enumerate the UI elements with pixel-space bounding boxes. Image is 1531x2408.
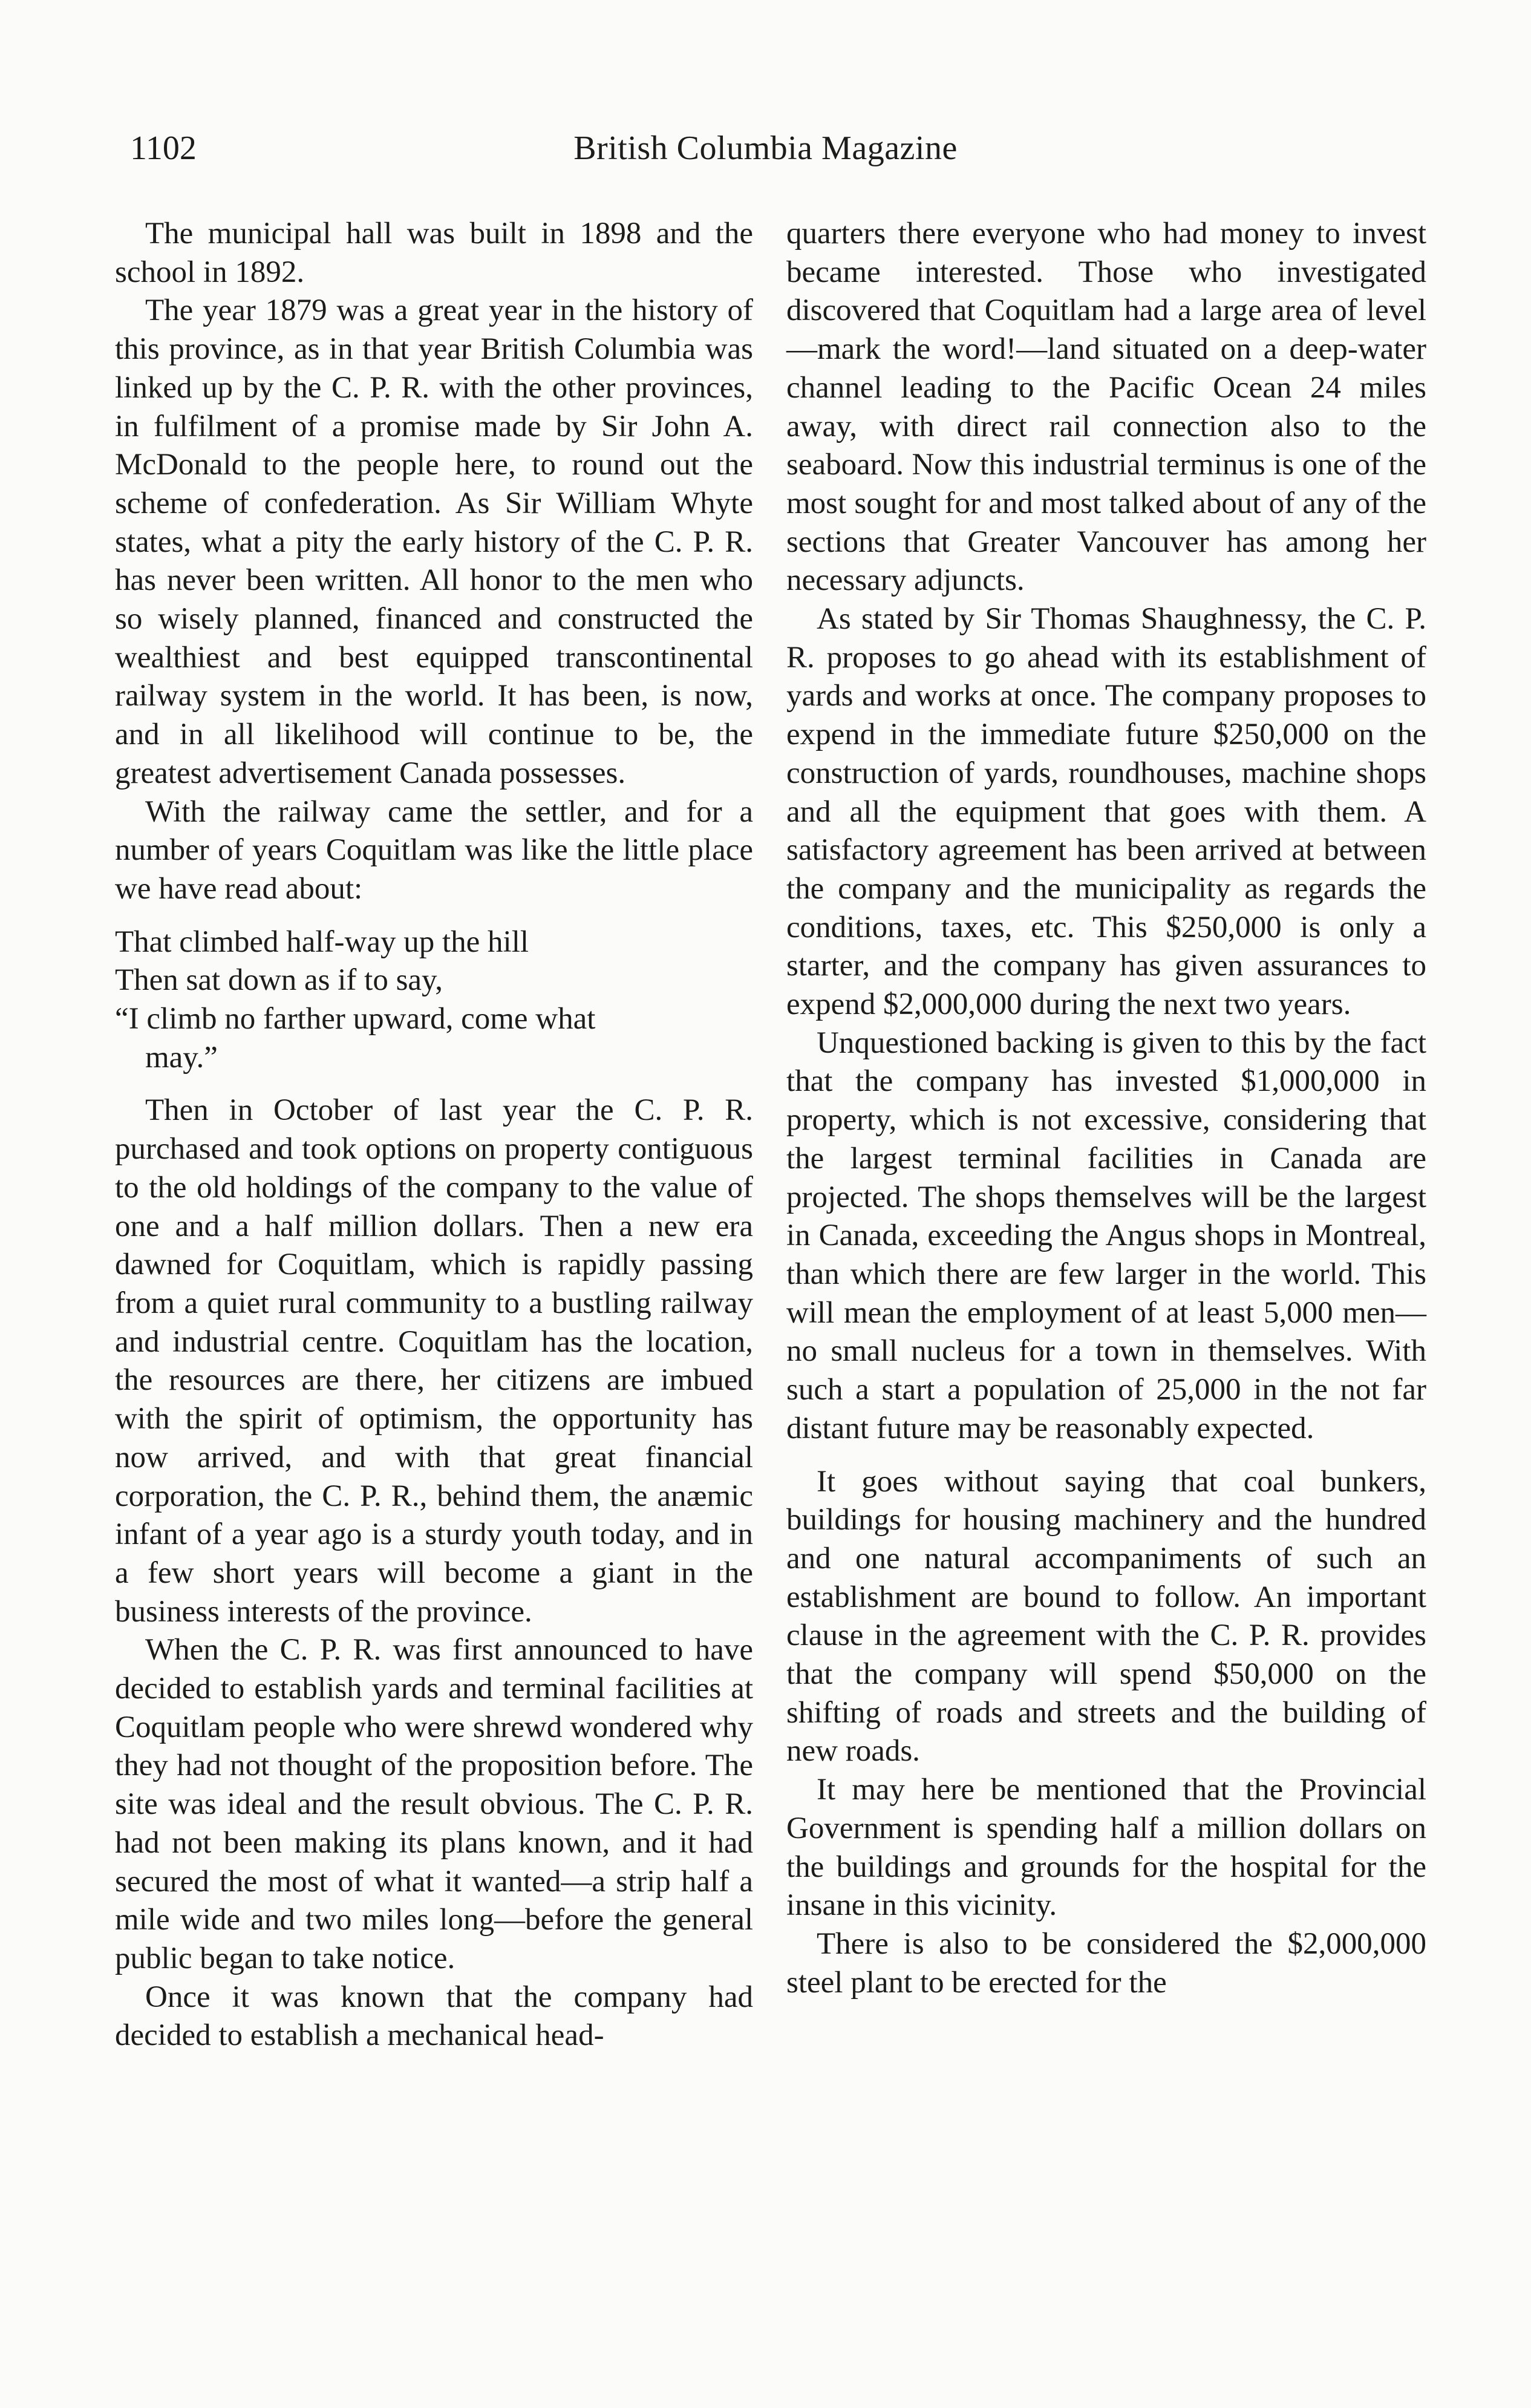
paragraph: Unquestioned backing is given to this by the fact that the company has invested $1,000,000 in property, which is not excessive, considering that the largest terminal facilities in Canada are projected. The shops themselves will be the largest in Canada, exceeding the Angus shops in Montreal, than which there are few larger in the world. This will mean the employment of at least 5,000 men—no small nucleus for a town in themselves. With such a start a population of 25,000 in the not far distant future may be reasonably expected. — [786, 1026, 1426, 1445]
paragraph: It may here be mentioned that the Provincial Government is spending half a million dollars on the buildings and grounds for the hospital for the insane in this vicinity. — [786, 1773, 1426, 1923]
left-column — [115, 215, 753, 2055]
paragraph: Then in October of last year the C. P. R. purchased and took options on property contiguous to the old holdings of the company to the value of one and a half million dollars. Then a new era dawned for Coquitlam, which is rapidly passing from a quiet rural community to a bustling railway and industrial centre. Coquitlam has the location, the resources are there, her citizens are imbued with the spirit of optimism, the opportunity has now arrived, and with that great financial corporation, the C. P. R., behind them, the anæmic infant of a year ago is a sturdy youth today, and in a few short years will become a giant in the business interests of the province. — [115, 1093, 753, 1629]
paragraph: When the C. P. R. was first announced to have decided to establish yards and terminal facilities at Coquitlam people who were shrewd wondered why they had not thought of the proposition before. The site was ideal and the result obvious. The C. P. R. had not been making its plans known, and it had secured the most of what it wanted—a strip half a mile wide and two miles long—before the general public began to take notice. — [115, 1633, 753, 1975]
page-header — [0, 124, 1531, 172]
running-title: British Columbia Magazine — [573, 129, 958, 167]
paragraph: As stated by Sir Thomas Shaughnessy, the C. P. R. proposes to go ahead with its establishment of yards and works at once. The company proposes to expend in the immediate future $250,000 on the construction of yards, roundhouses, machine shops and all the equipment that goes with them. A satisfactory agreement has been arrived at between the company and the municipality as regards the conditions, taxes, etc. This $250,000 is only a starter, and the company has given assurances to expend $2,000,000 during the next two years. — [786, 602, 1426, 1022]
verse-line: That climbed half-way up the hill — [115, 924, 529, 959]
paragraph: It goes without saying that coal bunkers, buildings for housing machinery and the hundred and one natural accompaniments of such an establishment are bound to follow. An important clause in the agreement with the C. P. R. provides that the company will spend $50,000 on the shifting of roads and streets and the building of new roads. — [786, 1464, 1426, 1768]
paragraph: quarters there everyone who had money to invest became interested. Those who investigated discovered that Coquitlam had a large area of level—mark the word!—land situated on a deep-water channel leading to the Pacific Ocean 24 miles away, with direct rail connection also to the seaboard. Now this industrial terminus is one of the most sought for and most talked about of any of the sections that Greater Vancouver has among her necessary adjuncts. — [786, 217, 1426, 598]
right-column — [786, 215, 1426, 2002]
paragraph: The year 1879 was a great year in the history of this province, as in that year British Columbia was linked up by the C. P. R. with the other provinces, in fulfilment of a promise made by Sir John A. McDonald to the people here, to round out the scheme of confederation. As Sir William Whyte states, what a pity the early history of the C. P. R. has never been written. All honor to the men who so wisely planned, financed and constructed the wealthiest and best equipped transcontinental railway system in the world. It has been, is now, and in all likelihood will continue to be, the greatest advertisement Canada possesses. — [115, 293, 753, 790]
verse-line: Then sat down as if to say, — [115, 963, 443, 998]
page-number: 1102 — [130, 129, 197, 167]
paragraph: There is also to be considered the $2,000,000 steel plant to be erected for the — [786, 1926, 1426, 2000]
paragraph: The municipal hall was built in 1898 and the school in 1892. — [115, 217, 753, 289]
verse-quote — [115, 923, 753, 1078]
verse-line: may.” — [145, 1040, 218, 1075]
paragraph: Once it was known that the company had decided to establish a mechanical head- — [115, 1980, 753, 2053]
paragraph: With the railway came the settler, and for a number of years Coquitlam was like the little place we have read about: — [115, 794, 753, 906]
verse-line: “I climb no farther upward, come what — [115, 1002, 596, 1036]
